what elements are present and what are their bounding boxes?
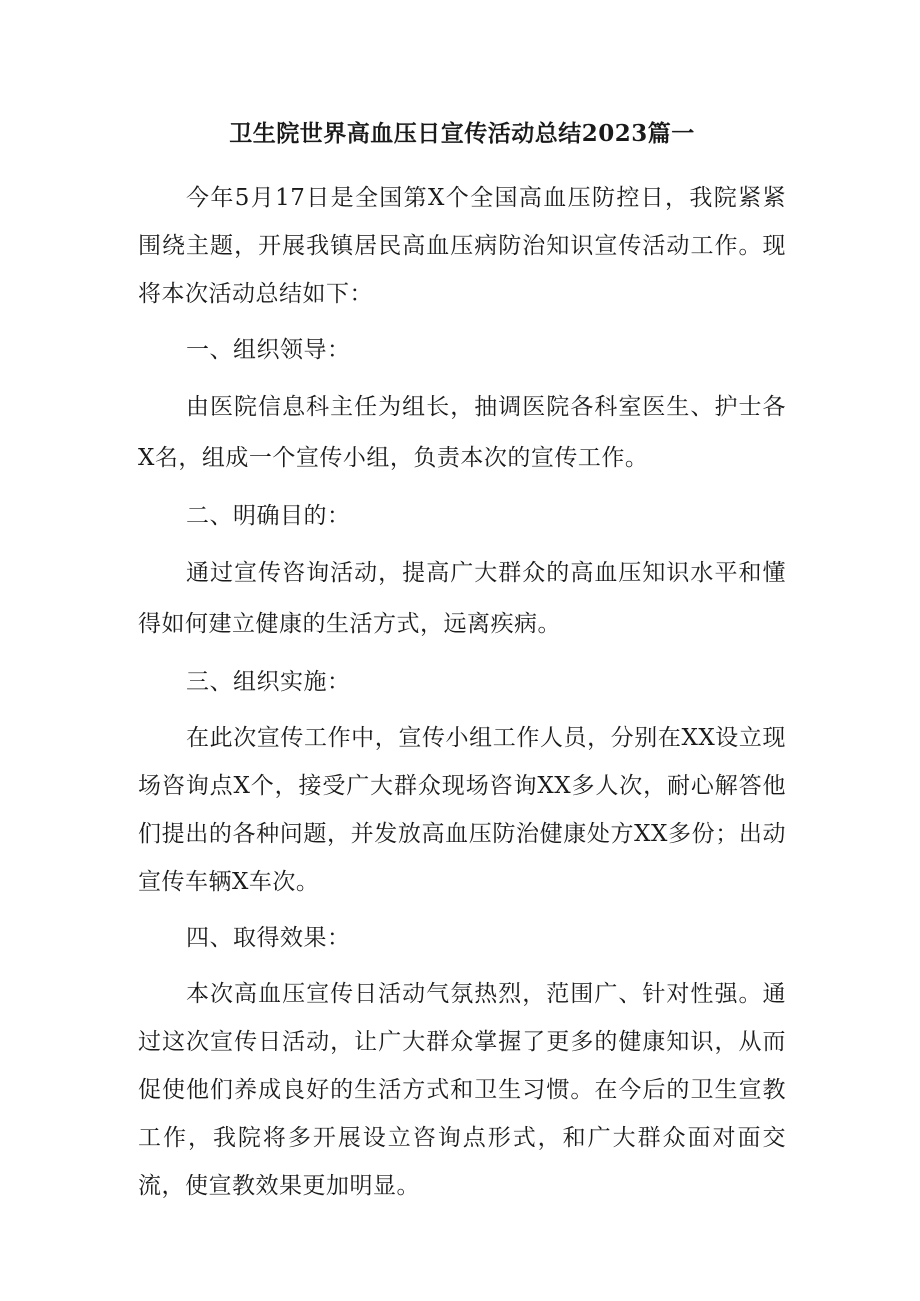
section-heading-organization: 一、组织领导： bbox=[186, 337, 351, 363]
spacer bbox=[138, 962, 786, 970]
spacer bbox=[138, 650, 786, 658]
spacer bbox=[138, 374, 786, 382]
section-body-purpose: 通过宣传咨询活动，提高广大群众的高血压知识水平和懂得如何建立健康的生活方式，远离疾病。 bbox=[138, 560, 786, 637]
spacer bbox=[138, 906, 786, 914]
section-heading-purpose: 二、明确目的： bbox=[186, 503, 351, 529]
spacer bbox=[138, 540, 786, 548]
document-page bbox=[138, 112, 786, 1210]
section-body-implementation: 在此次宣传工作中，宣传小组工作人员，分别在XX设立现场咨询点X个，接受广大群众现场咨询XX多人次，耐心解答他们提出的各种问题，并发放高血压防治健康处方XX多份；出动宣传车辆X车次。 bbox=[138, 725, 786, 895]
spacer bbox=[138, 484, 786, 492]
section-heading-results: 四、取得效果： bbox=[186, 925, 351, 951]
intro-paragraph: 今年5月17日是全国第X个全国高血压防控日，我院紧紧围绕主题，开展我镇居民高血压病防治知识宣传活动工作。现将本次活动总结如下： bbox=[138, 185, 786, 307]
document-title: 卫生院世界高血压日宣传活动总结2023篇一 bbox=[229, 120, 695, 147]
spacer bbox=[138, 318, 786, 326]
section-body-results: 本次高血压宣传日活动气氛热烈，范围广、针对性强。通过这次宣传日活动，让广大群众掌握了更多的健康知识，从而促使他们养成良好的生活方式和卫生习惯。在今后的卫生宣教工作，我院将多开展设立咨询点形式，和广大群众面对面交流，使宣教效果更加明显。 bbox=[138, 981, 786, 1199]
section-body-organization: 由医院信息科主任为组长，抽调医院各科室医生、护士各X名，组成一个宣传小组，负责本次的宣传工作。 bbox=[138, 394, 786, 471]
spacer bbox=[138, 706, 786, 714]
section-heading-implementation: 三、组织实施： bbox=[186, 669, 351, 695]
